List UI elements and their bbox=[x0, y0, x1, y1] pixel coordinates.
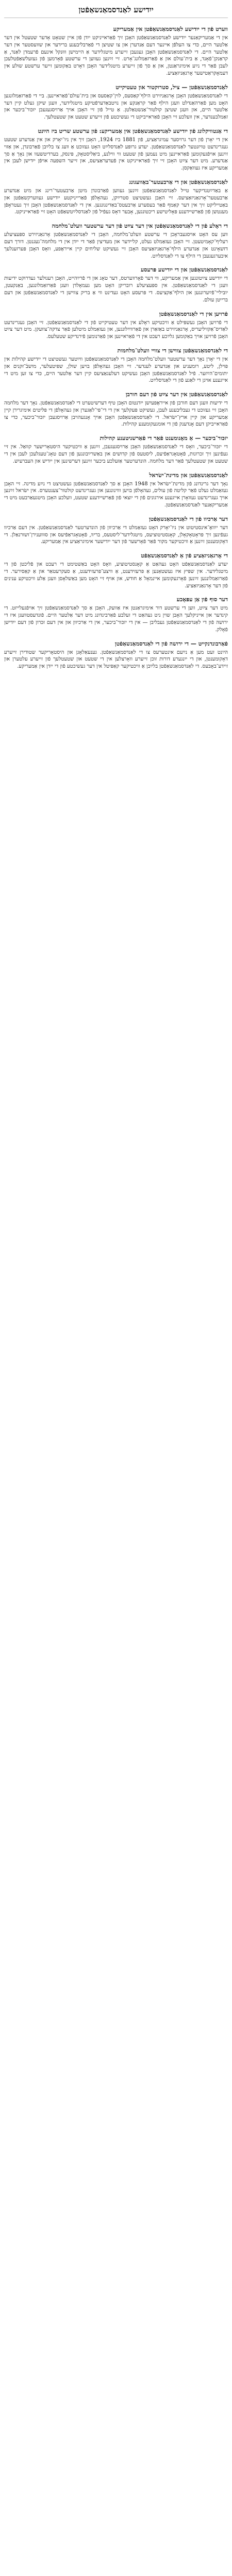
article-section bbox=[4, 515, 228, 546]
section-heading: לאַנדסמאַנשאַפֿטן אין דער צײַט פֿון דעם חורבן bbox=[125, 391, 228, 398]
article-section bbox=[4, 83, 228, 121]
article-section bbox=[4, 552, 228, 589]
section-body: די יזכּור־ביכער, וואָס די לאַנדסמאַנשאַפֿטן האָבן אַרויסגעגעבן, זײַנען אַ וויכטיקער היסטאָרישער קוואַל. אין זיי געפֿינען זיך זכרונות, פֿאָטאָגראַפֿיעס, ליסטעס פֿון קדושים און באַשרײַבונגען פֿון דעם טאָג־טעגלעכן לעבן אין די שטעט און שטעטלעך פֿאַר דער מלחמה. הונדערטער אַזעלכע ביכער זײַנען דערשינען אין ייִדיש און העברעיִש. bbox=[4, 444, 228, 464]
section-body: אין די יאָרן פֿון דער גרויסער עמיגראַציע, פֿון 1881 ביז 1924, האָבן זיך אין ניו־יאָרק און אין אַנדערע שטעט געגרינדעט טויזנטער לאַנדסמאַנשאַפֿטן. יעדע גרופּע לאַנדסלײַט האָט געזוכט אַ וועג צו בלײַבן פֿאַרבונדן, און אַזוי זײַנען אויפֿגעקומען פֿאַראיינען מיט נעמען פֿון שטעט ווי ווילנע, ביאַליסטאָק, פּינסק, בערדיטשעוו און נאָך אַ סך אַנדערע. מיט דער צײַט האָבן זיי זיך פֿאַראייניקט אין פֿעדעראַציעס, און זייער השפּעה אויפֿן ייִדישן לעבן אין אַמעריקע איז געוואַקסן. bbox=[4, 137, 228, 172]
section-heading: דער סוף פֿון אַן עפּאָכע bbox=[176, 596, 228, 603]
article-section bbox=[4, 266, 228, 303]
section-body: הײַנט זעט מען אַ נײַעם אינטערעס צו די לאַנדסמאַנשאַפֿטן. גענעאַלאָגן און היסטאָריקער שטודירן זייערע דאָקומענטן, און די ייִנגערע דורות זוכן זייערע וואָרצלען אין די שטעט און שטעטלעך פֿון זייערע עלטערן און זיידע־באָבעס. די לאַנדסמאַנשאַפֿטן בלײַבן אַ וויכטיקער קאַפּיטל אין דער געשיכטע פֿון די ייִדן אין אַמעריקע. bbox=[4, 649, 228, 670]
page-title: ייִדישע לאַנדסמאַנשאַפֿטן bbox=[4, 4, 228, 18]
section-heading: דער אַרכיוו פֿון די לאַנדסמאַנשאַפֿטן bbox=[148, 515, 228, 522]
section-heading: לאַנדסמאַנשאַפֿטן — ציל, סטרוקטור און טעטיקייט bbox=[115, 83, 228, 91]
sections-list bbox=[4, 25, 228, 670]
section-body: ווען עס האָט אויסגעבראָכן די ערשטע וועלט־מלחמה, האָבן די לאַנדסמאַנשאַפֿטן אָרגאַניזירט ספּעציעלע רעליף־קאָמיטעטן. זיי האָבן געזאַמלט געלט, קליידער און מעדיצין פֿאַר די ייִדן אין די מלחמה־געגנטן. דורך דעם דזשאָינט און אַנדערע הילף־אָרגאַניזאַציעס האָבן זיי געשיקט שליחים קיין אייראָפּע, וואָס האָבן פּערזענלעך איבערגעגעבן די הילף צו די לאַנדסלײַט. bbox=[4, 232, 228, 259]
section-heading: פֿרויען אין די לאַנדסמאַנשאַפֿטן bbox=[159, 310, 228, 317]
article-section bbox=[4, 640, 228, 670]
section-heading: יזכּור־ביכער — אַ מאָנומענט פֿאַר די פֿאַרשניטענע קהילות bbox=[100, 435, 228, 442]
article-section bbox=[4, 178, 228, 216]
section-heading: די אָרגאַניזאַציע פֿון אַ לאַנדסמאַנשאַפֿט bbox=[141, 552, 228, 560]
article-section bbox=[4, 391, 228, 428]
section-body: די לאַנדסמאַנשאַפֿטן האָבן אָרגאַניזירט הילף־קאַסעס, לוין־קאַסעס און בית־עולם־פֿאַראיינען. ביי די פֿאַרזאַמלונגען האָט מען פֿאַרהאַנדלט וועגן הילף פֿאַר קראַנקע און נויטבאַדערפֿטיקע מיטגלידער, וועגן שיקן געלט קיין דער אַלטער היים, און וועגן שטיצן קולטור־אַנשטאַלטן. אַ טייל פֿון זיי האָבן אויך אַרויסגעגעבן יזכּור־ביכער און זאַמלבענדער, אין וועלכע זיי האָבן פֿאַראייביקט די געשיכטע פֿון זייערע שטעט און שטעטלעך. bbox=[4, 93, 228, 121]
section-heading: די לאַנדסמאַנשאַפֿטן צווישן די צוויי וועלט־מלחמות bbox=[117, 347, 228, 354]
section-heading: לאַנדסמאַנשאַפֿטן און מדינת־ישׂראל bbox=[149, 471, 228, 479]
section-body: אַ באַדײַטנדיקער טייל לאַנדסמאַנשאַפֿטן זײַנען געווען פֿאַרבונדן מיטן אַרבעטער־רינג און מיט אַנדערע אַרבעטער־אָרגאַניזאַציעס. זיי האָבן געשטיצט סטרײַקן, געהאָלפֿן פֿאַרייניקטע ייִדישע געווערקשאַפֿטן און באַטייליקט זיך אין דער קאַמף פֿאַר בעסערע אַרבעטס־באַדינגונגען. אין די לאַנדסמאַנשאַפֿטן האָבן זיך געטראָפֿן מענטשן פֿון פֿאַרשיידענע פּאָליטישע ריכטונגען, אָבער דאָס געפֿיל פֿון לאַנדסלײַטשאַפֿט האָט זיי פֿאַראייניקט. bbox=[4, 188, 228, 215]
section-body: מיט דער צײַט, ווען די ערשטע דור אימיגראַנטן איז אַוועק, האָבן אַ סך לאַנדסמאַנשאַפֿטן זיך אויפֿגעלייזט. די קינדער און אייניקלעך האָבן שוין ניט געהאַט די זעלבע פֿאַרבינדונג מיט דער אַלטער היים. פֿונדעסטוועגן איז די ירושה פֿון די לאַנדסמאַנשאַפֿטן געבליבן — אין די יזכּור־ביכער, אין די אַרכיוון און אין דעם זכּרון פֿון דעם ייִדישן פֿאָלק. bbox=[4, 605, 228, 633]
article-section bbox=[4, 25, 228, 77]
article-section bbox=[4, 596, 228, 633]
section-heading: לאַנדסמאַנשאַפֿטן און די אַרבעטער־באַוועגונג bbox=[129, 178, 228, 185]
article-section bbox=[4, 471, 228, 509]
article-section bbox=[4, 310, 228, 341]
section-heading: די ראָלע פֿון די לאַנדסמאַנשאַפֿטן אין דער צײַט פֿון דער ערשטער וועלט־מלחמה bbox=[52, 223, 228, 230]
article-section bbox=[4, 222, 228, 260]
section-body: אין די יאָרן נאָך דער ערשטער וועלט־מלחמה האָבן די לאַנדסמאַנשאַפֿטן ווײַטער געשטיצט די ייִדישע קהילות אין פּוילן, ליטע, רומעניע און אַנדערע לענדער. זיי האָבן געהאָלפֿן בויען שולן, שפּיטעלער, מושבֿ־זקנים און יתומים־הײַזער. פֿיל לאַנדסמאַנשאַפֿטן האָבן געשיקט דעלעגאַציעס קיין דער אַלטער היים, כּדי צו זען מיט די אייגענע אויגן די לאַגע פֿון די לאַנדסלײַט. bbox=[4, 356, 228, 384]
section-body: דער ייִוואָ־אינסטיטוט אין ניו־יאָרק האָט געזאַמלט די אַרכיוון פֿון הונדערטער לאַנדסמאַנשאַפֿטן. אין דעם אַרכיוו געפֿינען זיך פּראָטאָקאָלן, קאָנסטיטוציעס, מיטגלידער־ליסטעס, בריוו, פֿאָטאָגראַפֿיעס און סוּווענירן־זשורנאַלן. די דאָקומענטן זײַנען אַ וויכטיקער מקור פֿאַר פֿאָרשער פֿון דער ייִדישער אימיגראַציע אין אַמעריקע. bbox=[4, 524, 228, 545]
section-body: די ייִדישע צײַטונגען אין אַמעריקע, ווי דער פֿאָרווערטס, דער טאָג און די פֿרײַהייט, האָבן רעגולער געדרוקט ידיעות וועגן די לאַנדסמאַנשאַפֿטן. אין ספּעציעלע רובריקן האָט מען געמאָלדן וועגן פֿאַרזאַמלונגען, באַנקעטן, יוביליי־פֿײַערונגען און הילף־אַקציעס. די פּרעסע האָט געדינט ווי אַ בריק צווישן די לאַנדסמאַנשאַפֿטן און דעם ברייטן עולם. bbox=[4, 276, 228, 303]
article-section bbox=[4, 434, 228, 465]
section-body: די ידיעות וועגן דעם חורבן פֿון אייראָפּעיִשן ייִדנטום האָבן טיף דערשיטערט די לאַנדסמאַנשאַפֿטן. נאָך דער מלחמה האָבן זיי געזוכט די געבליבענע לעבן, געשיקט פּעקלעך אין די די־פּי־לאַגערן און געהאָלפֿן די פּליטים אימיגרירן קיין אַמעריקע און קיין ארץ־ישׂראל. די לאַנדסמאַנשאַפֿטן האָבן אויך אָנגעהויבן אַרויסגעבן יזכּור־ביכער, כּדי צו פֿאַראייביקן דעם אָנדענק פֿון די אומגעקומענע קהילות. bbox=[4, 400, 228, 428]
section-heading: פֿאַרבונדנקייט — די ירושה פֿון די לאַנדסמאַנשאַפֿטן bbox=[114, 640, 228, 647]
section-heading: לאַנדסמאַנשאַפֿטן און די ייִדישע פּרעסע bbox=[140, 266, 228, 274]
section-body: די פֿרויען האָבן געשפּילט אַ וויכטיקע ראָלע אין דער טעטיקייט פֿון די לאַנדסמאַנשאַפֿטן. זיי האָבן געגרינדעט לאַדיס־אַקזיליעריס, אָרגאַניזירט באַזאַרן און פֿאַרווײַלונגען, און געזאַמלט מיטלען פֿאַר צדקה־צוועקן. מיט דער צײַט האָבן פֿרויען אויך באַקומען גלײַכע רעכט אין די פֿאַראיינען און פֿאַרנומען פֿירנדיקע שטעלעס. bbox=[4, 319, 228, 340]
section-body: יעדע לאַנדסמאַנשאַפֿט האָט געהאַט אַ קאָנסטיטוציע, וואָס האָט באַשטימט די רעכט און פֿליכטן פֿון די מיטגלידער. אין שפּיץ איז געשטאַנען אַ פּרעזידענט, אַ וויצע־פּרעזידענט, אַ סעקרעטאַר און אַ קאַסירער. די פֿאַרזאַמלונגען זײַנען פֿאָרגעקומען איינמאָל אַ חודש, און אויף זיי האָט מען באַשלאָסן וועגן אַלע וויכטיקע ענינים פֿון דער אָרגאַניזאַציע. bbox=[4, 562, 228, 589]
article-section bbox=[4, 347, 228, 384]
section-body: נאָך דער גרינדונג פֿון מדינת־ישׂראל אין 1948 האָבן אַ סך לאַנדסמאַנשאַפֿטן געשטיצט די נײַע מדינה. זיי האָבן געזאַמלט געלט פֿאַר קליטה פֿון עולים, געהאָלפֿן בויען וווינונגען און געגרינדעט קולטור־צענטערס. אין ישׂראל זײַנען אויך געגרינדעט געוואָרן אייגענע אירגונים פֿון די יוצאי פֿון פֿאַרשיידענע שטעט, וועלכע האָבן מיטגעאַרבעט מיט די אַמעריקאַנער לאַנדסמאַנשאַפֿטן. bbox=[4, 481, 228, 509]
article-section bbox=[4, 127, 228, 172]
section-body: אין די אַמעריקאַנער ייִדישע לאַנדסמאַנשאַפֿטן האָבן זיך פֿאַראייניקט ייִדן פֿון איין שטאָט אָדער שטעטל אין דער אַלטער היים, כּדי צו העלפֿן איינער דעם אַנדערן און צו שטיצן די פֿאַרבליבענע ברידער און שוועסטער אין דער אַלטער היים. די לאַנדסמאַנשאַפֿטן האָבן געגעבן זייערע מיטגלידער אַ היימישן וווּנקל אינעם פֿרעמדן לאַנד, אַ קראַנקן־פֿאָנד, אַ בית־עולם און אַ פֿאַרזאַמלונג־אָרט. זיי זײַנען געווען די ערשטע פֿאָרמען פֿון געזעלשאַפֿטלעכן לעבן פֿאַר די נײַע אימיגראַנטן, און אַ סך פֿון זייערע מיטגלידער האָבן דאָרט באַקומען זייער ערשטע שולע אין דעמאָקראַטישער אָרגאַניזאַציע. bbox=[4, 35, 228, 76]
section-heading: די אַנטוויקלונג פֿון ייִדישע לאַנדסמאַנשאַפֿטן אין אַמעריקע: פֿון ערשטע שריט ביז הײַנט bbox=[38, 127, 228, 134]
section-heading: ווערט פֿון די ייִדישע לאַנדסמאַנשאַפֿטן אין אַמעריקע bbox=[113, 26, 228, 32]
